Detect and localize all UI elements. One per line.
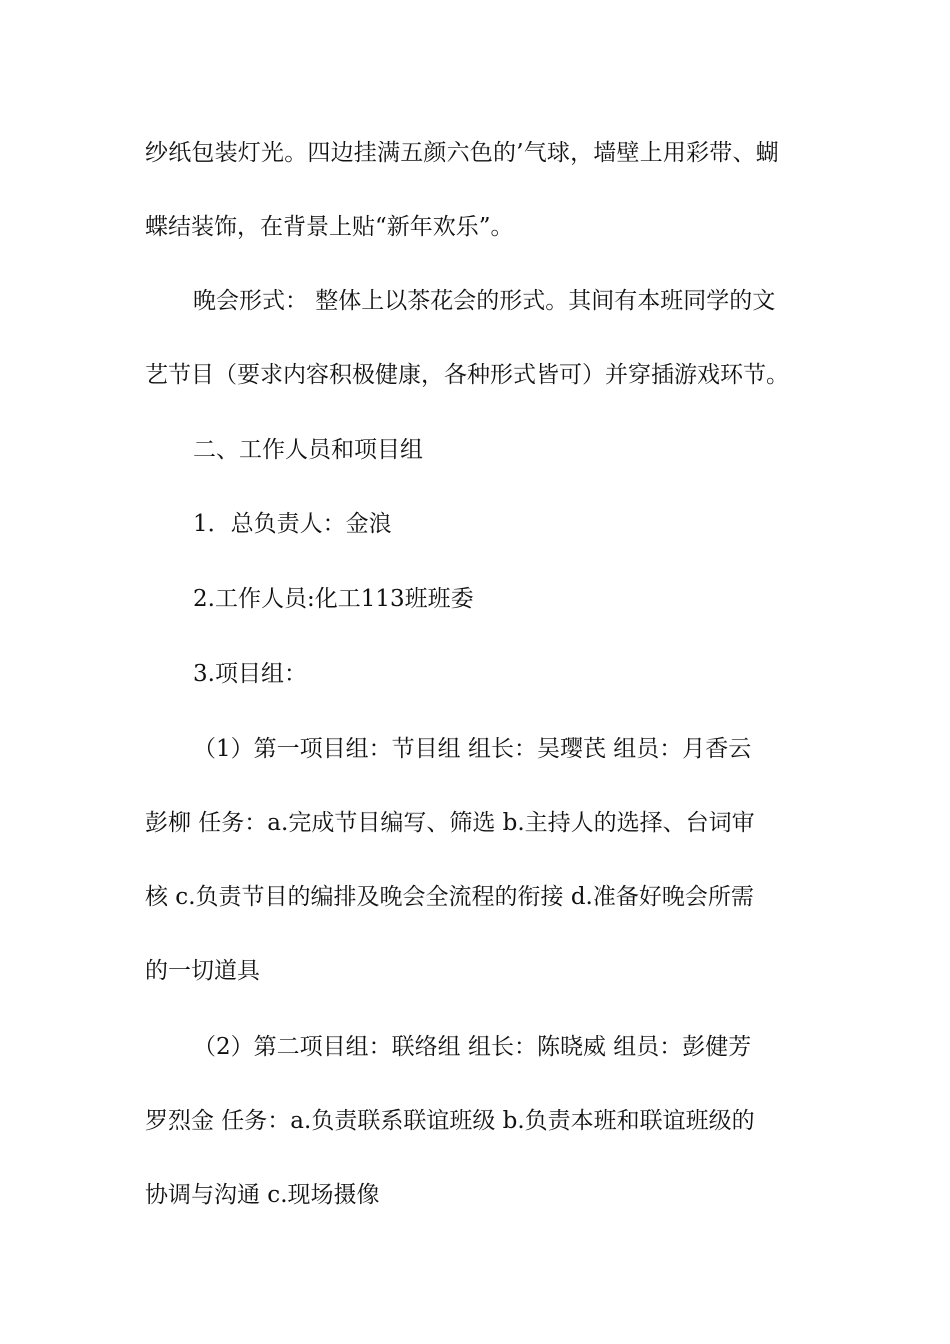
list-item: 3.项目组： bbox=[193, 661, 307, 687]
paragraph-line: （1）第一项目组：节目组 组长：吴璎芪 组员：月香云 bbox=[193, 736, 752, 762]
paragraph-line: 艺节目（要求内容积极健康，各种形式皆可）并穿插游戏环节。 bbox=[145, 362, 789, 388]
paragraph-line: 纱纸包装灯光。四边挂满五颜六色的’气球，墙壁上用彩带、蝴 bbox=[145, 140, 779, 166]
list-item: 2.工作人员:化工113班班委 bbox=[193, 586, 474, 612]
list-item: 1．总负责人：金浪 bbox=[193, 511, 392, 537]
paragraph-line: 协调与沟通 c.现场摄像 bbox=[145, 1182, 380, 1208]
section-heading: 二、工作人员和项目组 bbox=[193, 437, 423, 463]
paragraph-line: （2）第二项目组：联络组 组长：陈晓威 组员：彭健芳 bbox=[193, 1034, 752, 1060]
paragraph-line: 蝶结装饰，在背景上贴“新年欢乐”。 bbox=[145, 214, 514, 240]
paragraph-line: 的一切道具 bbox=[145, 958, 260, 984]
paragraph-line: 晚会形式： 整体上以茶花会的形式。其间有本班同学的文 bbox=[193, 288, 776, 314]
paragraph-line: 罗烈金 任务：a.负责联系联谊班级 b.负责本班和联谊班级的 bbox=[145, 1108, 755, 1134]
paragraph-line: 彭柳 任务：a.完成节目编写、筛选 b.主持人的选择、台词审 bbox=[145, 810, 755, 836]
paragraph-line: 核 c.负责节目的编排及晚会全流程的衔接 d.准备好晚会所需 bbox=[145, 884, 754, 910]
